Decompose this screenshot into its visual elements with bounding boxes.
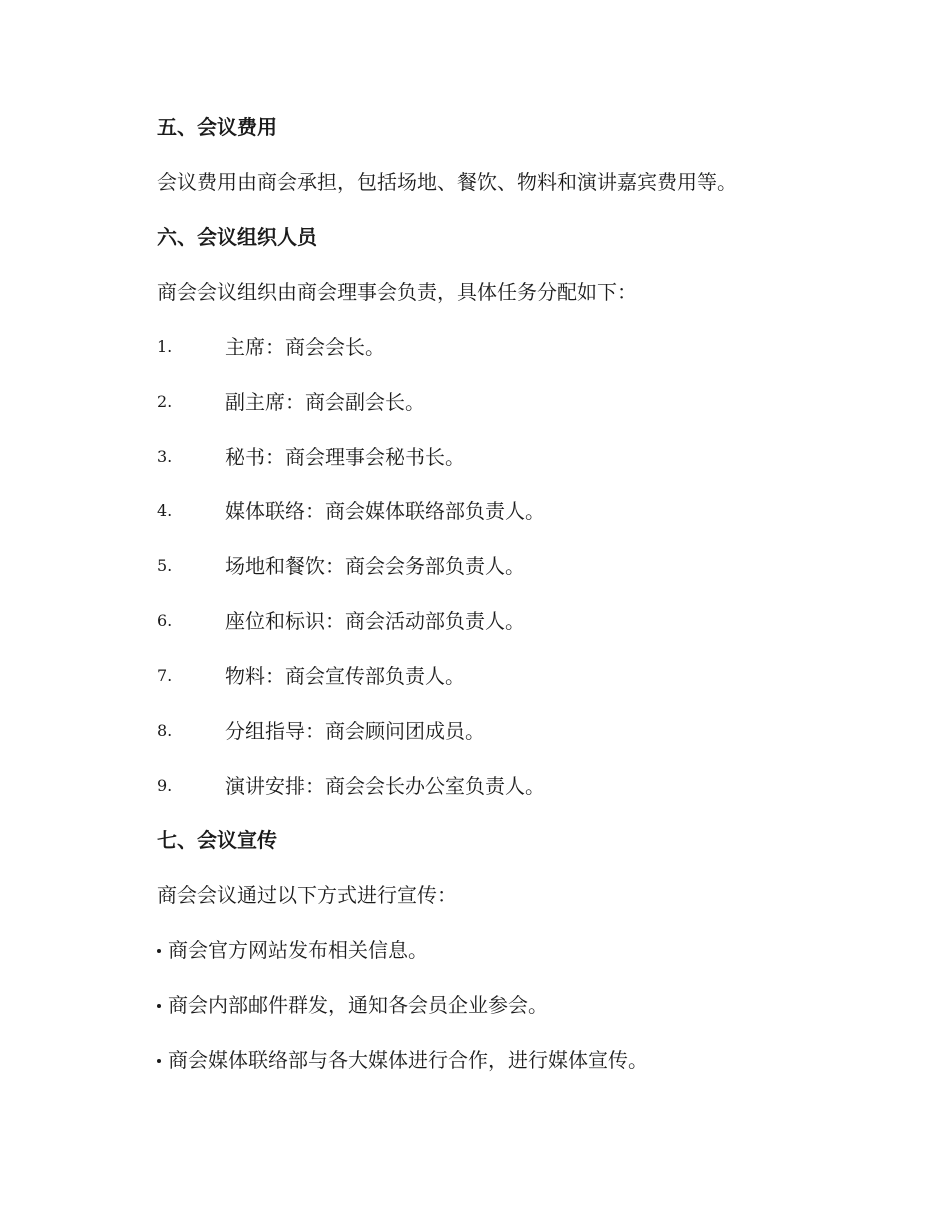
bullet-icon xyxy=(157,1004,161,1008)
list-item-text: 副主席：商会副会长。 xyxy=(225,390,425,414)
section-heading-organizers: 六、会议组织人员 xyxy=(157,225,317,249)
list-item-text: 场地和餐饮：商会会务部负责人。 xyxy=(225,554,525,578)
list-item xyxy=(157,1046,648,1074)
list-item-text: 主席：商会会长。 xyxy=(225,335,385,359)
section-heading-fee: 五、会议费用 xyxy=(157,115,277,139)
list-item-number: 5. xyxy=(157,556,173,575)
section-intro-promotion: 商会会议通过以下方式进行宣传： xyxy=(157,883,457,907)
list-item-text: 分组指导：商会顾问团成员。 xyxy=(225,719,485,743)
section-text-fee: 会议费用由商会承担，包括场地、餐饮、物料和演讲嘉宾费用等。 xyxy=(157,170,737,194)
list-item xyxy=(157,936,428,964)
list-item-number: 3. xyxy=(157,447,173,466)
list-item-text: 演讲安排：商会会长办公室负责人。 xyxy=(225,774,545,798)
list-item-number: 7. xyxy=(157,666,173,685)
bullet-text: 商会官方网站发布相关信息。 xyxy=(168,938,428,962)
list-item-number: 1. xyxy=(157,337,173,356)
section-heading-promotion: 七、会议宣传 xyxy=(157,828,277,852)
bullet-icon xyxy=(157,949,161,953)
list-item-text: 秘书：商会理事会秘书长。 xyxy=(225,445,465,469)
list-item-text: 座位和标识：商会活动部负责人。 xyxy=(225,609,525,633)
section-intro-organizers: 商会会议组织由商会理事会负责，具体任务分配如下： xyxy=(157,280,637,304)
list-item-number: 4. xyxy=(157,501,173,520)
bullet-text: 商会内部邮件群发，通知各会员企业参会。 xyxy=(168,993,548,1017)
bullet-icon xyxy=(157,1059,161,1063)
list-item-text: 媒体联络：商会媒体联络部负责人。 xyxy=(225,499,545,523)
bullet-text: 商会媒体联络部与各大媒体进行合作，进行媒体宣传。 xyxy=(168,1048,648,1072)
list-item-number: 2. xyxy=(157,392,173,411)
list-item-text: 物料：商会宣传部负责人。 xyxy=(225,664,465,688)
list-item-number: 6. xyxy=(157,611,173,630)
list-item-number: 8. xyxy=(157,721,173,740)
list-item-number: 9. xyxy=(157,776,173,795)
list-item xyxy=(157,991,548,1019)
